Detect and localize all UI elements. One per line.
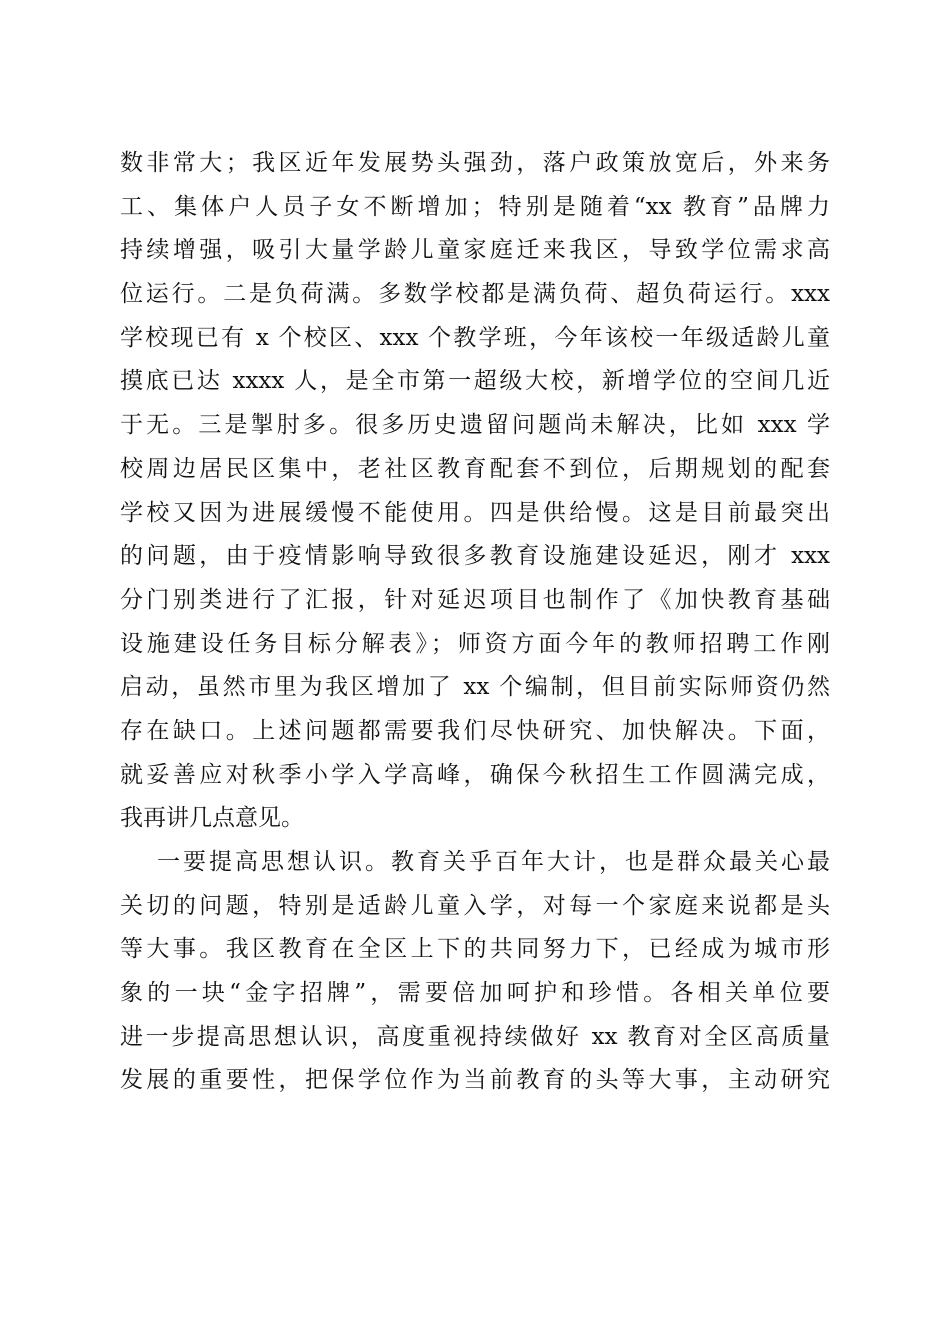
text-line: 位运行。二是负荷满。多数学校都是满负荷、超负荷运行。xxx (120, 281, 830, 308)
text-line: 的问题，由于疫情影响导致很多教育设施建设延迟，刚才 xxx (120, 543, 830, 570)
text-line: 关切的问题，特别是适龄儿童入学，对每一个家庭来说都是头 (120, 892, 830, 919)
text-line: 启动，虽然市里为我区增加了 xx 个编制，但目前实际师资仍然 (120, 674, 830, 701)
paragraph (120, 841, 830, 1103)
text-line: 我再讲几点意见。 (120, 805, 304, 832)
text-line: 发展的重要性，把保学位作为当前教育的头等大事，主动研究 (120, 1067, 830, 1094)
text-line: 就妥善应对秋季小学入学高峰，确保今秋招生工作圆满完成， (120, 761, 830, 788)
text-line: 等大事。我区教育在全区上下的共同努力下，已经成为城市形 (120, 936, 830, 963)
text-line: 分门别类进行了汇报，针对延迟项目也制作了《加快教育基础 (120, 586, 830, 613)
text-line: 数非常大；我区近年发展势头强劲，落户政策放宽后，外来务 (120, 150, 830, 176)
text-line: 学校又因为进展缓慢不能使用。四是供给慢。这是目前最突出 (120, 499, 830, 526)
text-line: 于无。三是掣肘多。很多历史遗留问题尚未解决，比如 xxx 学 (120, 412, 830, 439)
text-line: 持续增强，吸引大量学龄儿童家庭迁来我区，导致学位需求高 (120, 237, 830, 264)
text-line: 一要提高思想认识。教育关乎百年大计，也是群众最关心最 (157, 849, 830, 875)
body-text (120, 142, 830, 1103)
text-line: 设施建设任务目标分解表》；师资方面今年的教师招聘工作刚 (120, 630, 830, 657)
text-line: 存在缺口。上述问题都需要我们尽快研究、加快解决。下面， (120, 717, 830, 744)
text-line: 象的一块“金字招牌”，需要倍加呵护和珍惜。各相关单位要 (120, 980, 830, 1007)
text-line: 校周边居民区集中，老社区教育配套不到位，后期规划的配套 (120, 455, 830, 482)
text-line: 工、集体户人员子女不断增加；特别是随着“xx 教育”品牌力 (120, 193, 830, 220)
paragraph (120, 142, 830, 841)
text-line: 进一步提高思想认识，高度重视持续做好 xx 教育对全区高质量 (120, 1023, 830, 1050)
text-line: 学校现已有 x 个校区、xxx 个教学班，今年该校一年级适龄儿童 (120, 324, 830, 351)
text-line: 摸底已达 xxxx 人，是全市第一超级大校，新增学位的空间几近 (120, 368, 830, 395)
